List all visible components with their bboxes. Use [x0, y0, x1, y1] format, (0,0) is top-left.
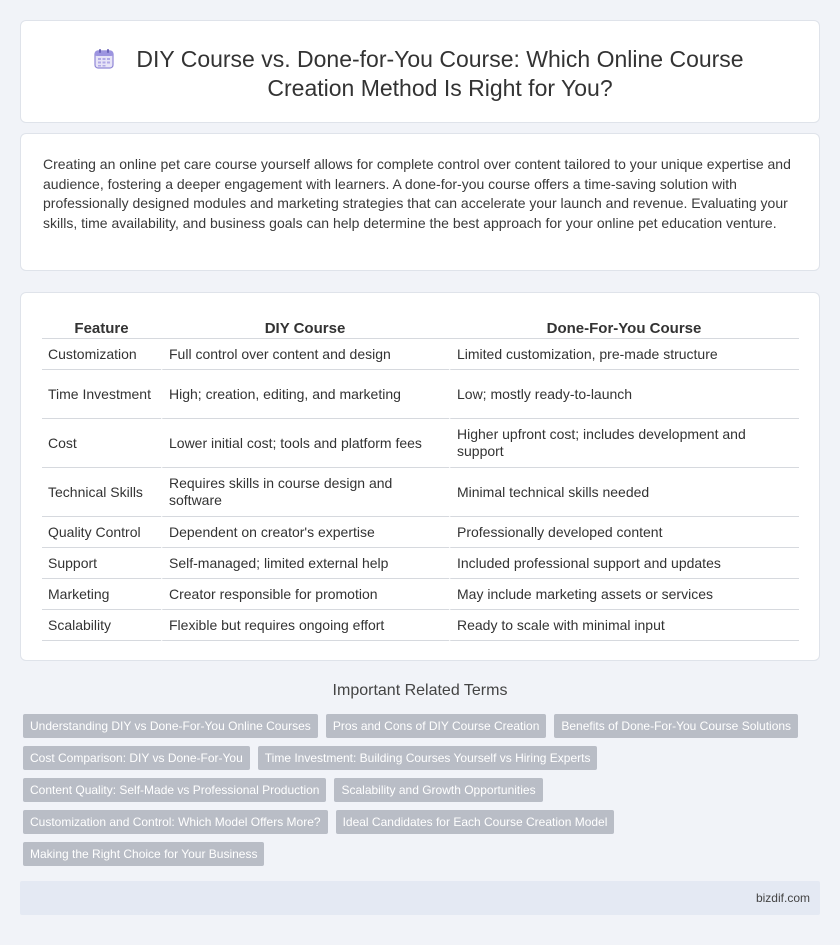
table-cell: Dependent on creator's expertise — [161, 517, 449, 548]
table-cell: Minimal technical skills needed — [449, 468, 799, 517]
table-header-row — [42, 315, 799, 339]
table-cell: Cost — [42, 419, 161, 468]
table-row — [42, 468, 799, 517]
intro-card — [20, 133, 820, 271]
header-dfy: Done-For-You Course — [449, 315, 799, 339]
table-cell: Support — [42, 548, 161, 579]
table-row — [42, 579, 799, 610]
related-term-tag[interactable]: Customization and Control: Which Model Offers More? — [23, 810, 328, 834]
related-terms-heading: Important Related Terms — [332, 682, 508, 699]
table-cell: Lower initial cost; tools and platform fees — [161, 419, 449, 468]
table-cell: Higher upfront cost; includes development and support — [449, 419, 799, 468]
footer — [20, 881, 820, 915]
table-cell: High; creation, editing, and marketing — [161, 370, 449, 419]
related-term-tag[interactable]: Pros and Cons of DIY Course Creation — [326, 714, 547, 738]
table-cell: Time Investment — [42, 370, 161, 419]
table-row — [42, 419, 799, 468]
related-term-tag[interactable]: Time Investment: Building Courses Yourself vs Hiring Experts — [258, 746, 598, 770]
table-cell: Ready to scale with minimal input — [449, 610, 799, 641]
table-row — [42, 339, 799, 370]
table-cell: Low; mostly ready-to-launch — [449, 370, 799, 419]
table-cell: Self-managed; limited external help — [161, 548, 449, 579]
header-diy: DIY Course — [161, 315, 449, 339]
table-cell: Quality Control — [42, 517, 161, 548]
table-cell: Full control over content and design — [161, 339, 449, 370]
comparison-card — [20, 292, 820, 661]
related-term-tag[interactable]: Benefits of Done-For-You Course Solutions — [554, 714, 798, 738]
table-row — [42, 610, 799, 641]
table-cell: Included professional support and updates — [449, 548, 799, 579]
table-row — [42, 548, 799, 579]
table-cell: Professionally developed content — [449, 517, 799, 548]
related-term-tag[interactable]: Scalability and Growth Opportunities — [334, 778, 542, 802]
related-term-tag[interactable]: Content Quality: Self-Made vs Professional Production — [23, 778, 326, 802]
table-row — [42, 517, 799, 548]
related-term-tag[interactable]: Making the Right Choice for Your Business — [23, 842, 264, 866]
title-card — [20, 20, 820, 123]
table-cell: Customization — [42, 339, 161, 370]
table-cell: Creator responsible for promotion — [161, 579, 449, 610]
related-term-tag[interactable]: Cost Comparison: DIY vs Done-For-You — [23, 746, 250, 770]
table-cell: Scalability — [42, 610, 161, 641]
table-cell: May include marketing assets or services — [449, 579, 799, 610]
related-terms-tags — [23, 714, 803, 866]
intro-text: Creating an online pet care course yourself allows for complete control over content tailored to your unique expertise and audience, fostering a deeper engagement with learners. A done-for-you course offers a time-saving solution with professionally designed modules and marketing strategies that can accelerate your launch and revenue. Evaluating your skills, time availability, and business goals can help determine the best approach for your online pet education venture. — [43, 156, 791, 231]
comparison-table — [42, 315, 799, 641]
table-cell: Limited customization, pre-made structure — [449, 339, 799, 370]
table-cell: Flexible but requires ongoing effort — [161, 610, 449, 641]
table-cell: Technical Skills — [42, 468, 161, 517]
table-row — [42, 370, 799, 419]
page-title: DIY Course vs. Done-for-You Course: Which Online Course Creation Method Is Right for You? — [136, 46, 744, 101]
related-term-tag[interactable]: Ideal Candidates for Each Course Creation Model — [336, 810, 615, 834]
footer-site-link[interactable]: bizdif.com — [755, 891, 810, 905]
header-feature: Feature — [42, 315, 161, 339]
table-cell: Marketing — [42, 579, 161, 610]
table-cell: Requires skills in course design and software — [161, 468, 449, 517]
related-term-tag[interactable]: Understanding DIY vs Done-For-You Online Courses — [23, 714, 318, 738]
